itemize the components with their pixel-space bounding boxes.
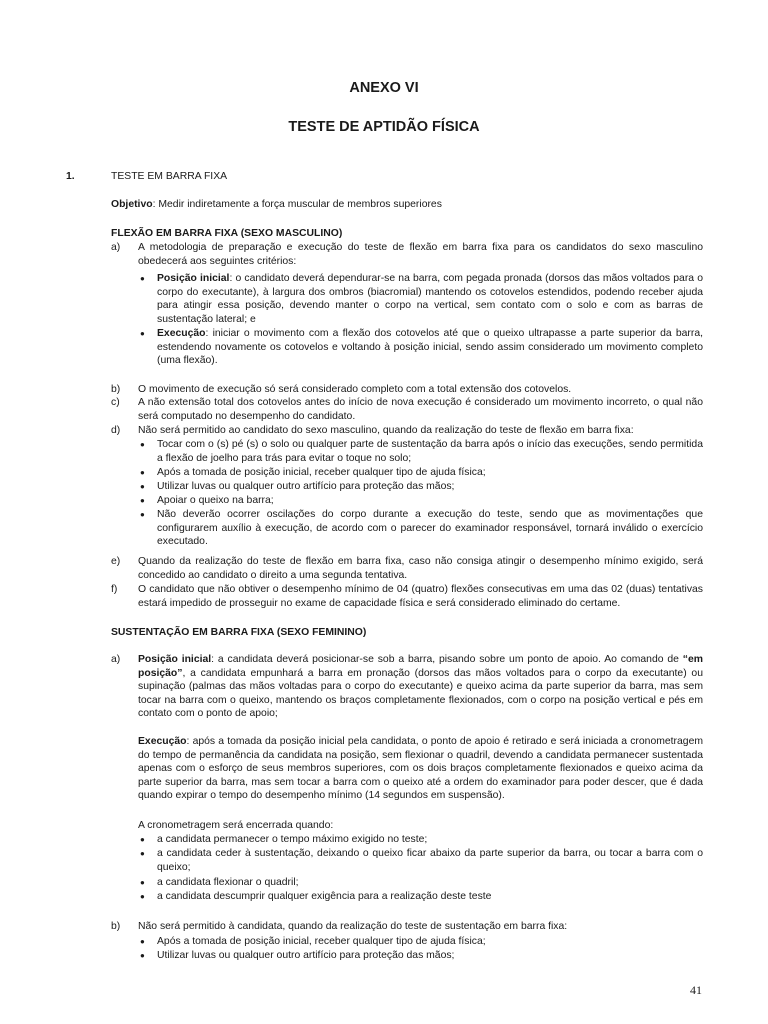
item-label: f) (111, 584, 118, 595)
bullet-text: Tocar com o (s) pé (s) o solo ou qualquer parte de sustentação da barra após o início das execuções, sendo permitida a flexão de joelho para trás para evitar o toque no solo; (157, 439, 703, 464)
item-label: d) (111, 425, 121, 436)
item-text: O movimento de execução só será considerado completo com a total extensão dos cotovelos. (138, 384, 572, 395)
command-text: “em posição” (138, 654, 703, 679)
bullet-text: a candidata descumprir qualquer exigência para a realização deste teste (157, 891, 492, 902)
bullet-text: a candidata flexionar o quadril; (157, 877, 299, 888)
page-number: 41 (690, 983, 702, 997)
objective-text: : Medir indiretamente a força muscular de membros superiores (152, 199, 442, 210)
section-number: 1. (66, 171, 75, 182)
bullet-text: Apoiar o queixo na barra; (157, 495, 274, 506)
bullet-text: a candidata permanecer o tempo máximo exigido no teste; (157, 834, 428, 845)
item-text: A metodologia de preparação e execução do teste de flexão em barra fixa para os candidatos do sexo masculino obedecerá aos seguintes critérios: (138, 242, 703, 267)
bullet-icon: ● (140, 892, 145, 901)
item-text: A não extensão total dos cotovelos antes do início de nova execução é considerado um movimento incorreto, o qual não será computado no desempenho do candidato. (138, 397, 703, 422)
item-label: e) (111, 556, 121, 567)
male-heading: FLEXÃO EM BARRA FIXA (SEXO MASCULINO) (111, 228, 343, 239)
bullet-icon: ● (140, 510, 145, 519)
bullet-icon: ● (140, 878, 145, 887)
position-text-cont: , a candidata empunhará a barra em pronação (dorsos das mãos voltados para o corpo da executante) ou supinação (palmas das mãos voltadas para o corpo do executante) e queixo acima da parte superior da barra, mas sem tocar na barra com o queixo, mantendo os braços completamente flexionados, com o corpo na posição vertical e pés em contato com o ponto de apoio; (138, 667, 703, 720)
execution-text: : após a tomada da posição inicial pela candidata, o ponto de apoio é retirado e será iniciada a cronometragem do tempo de permanência da candidata na posição, sem flexionar o quadril, devendo a candidata permanecer sustentada apenas com o esforço de seus membros superiores, com os dois braços completamente flexionados e queixo acima da parte superior da barra, mas sem tocar a barra com o queixo até a ordem do examinador para poder descer, que é dada quando expirar o tempo do desempenho mínimo (14 segundos em suspensão). (138, 736, 703, 802)
bullet-label: Execução (157, 328, 206, 339)
bullet-icon: ● (140, 835, 145, 844)
end-conditions-intro: A cronometragem será encerrada quando: (138, 820, 334, 831)
bullet-text: Após a tomada de posição inicial, receber qualquer tipo de ajuda física; (157, 467, 486, 478)
annex-title: ANEXO VI (349, 80, 419, 96)
item-label: a) (111, 242, 121, 253)
item-text: O candidato que não obtiver o desempenho mínimo de 04 (quatro) flexões consecutivas em uma das 02 (duas) tentativas estará impedido de prosseguir no exame de capacidade física e será considerado eliminado do certame. (138, 584, 703, 609)
objective-label: Objetivo (111, 199, 153, 210)
bullet-icon: ● (140, 274, 145, 283)
item-text (138, 653, 703, 721)
bullet-icon: ● (140, 849, 145, 858)
position-label: Posição inicial (138, 654, 212, 665)
bullet-text: a candidata ceder à sustentação, deixando o queixo ficar abaixo da parte superior da barra, ou tocar a barra com o queixo; (157, 848, 703, 873)
item-label: b) (111, 921, 121, 932)
bullet-icon: ● (140, 482, 145, 491)
bullet-text: Após a tomada de posição inicial, receber qualquer tipo de ajuda física; (157, 936, 486, 947)
item-label: b) (111, 384, 121, 395)
bullet-text: Utilizar luvas ou qualquer outro artifício para proteção das mãos; (157, 950, 455, 961)
position-text: : a candidata deverá posicionar-se sob a barra, pisando sobre um ponto de apoio. Ao comando de (211, 654, 683, 665)
bullet-text: : o candidato deverá dependurar-se na barra, com pegada pronada (dorsos das mãos voltados para o corpo do executante), à largura dos ombros (biacromial) mantendo os cotovelos estendidos, podendo receber ajuda para atingir essa posição, devendo manter o corpo na vertical, sem contato com o solo e com as barras de sustentação lateral; e (157, 273, 704, 325)
bullet-icon: ● (140, 951, 145, 960)
item-text: Não será permitido ao candidato do sexo masculino, quando da realização do teste de flexão em barra fixa: (138, 425, 634, 436)
objective (111, 198, 703, 212)
execution-paragraph (138, 735, 703, 803)
bullet-text: : iniciar o movimento com a flexão dos cotovelos até que o queixo ultrapasse a parte superior da barra, estendendo novamente os cotovelos e voltando à posição inicial, sendo assim considerado um movimento completo (uma flexão). (157, 328, 703, 367)
bullet-icon: ● (140, 440, 145, 449)
bullet-text: Utilizar luvas ou qualquer outro artifício para proteção das mãos; (157, 481, 455, 492)
bullet-text: Não deverão ocorrer oscilações do corpo durante a execução do teste, sendo que as movimentações que configurarem auxílio à execução, de acordo com o parecer do examinador responsável, tornará inválido o exercício executado. (157, 509, 703, 548)
bullet-icon: ● (140, 496, 145, 505)
bullet-label: Posição inicial (157, 273, 230, 284)
bullet-icon: ● (140, 329, 145, 338)
execution-label: Execução (138, 736, 187, 747)
item-text: Quando da realização do teste de flexão em barra fixa, caso não consiga atingir o desempenho mínimo exigido, será concedido ao candidato o direito a uma segunda tentativa. (138, 556, 703, 581)
item-label: a) (111, 654, 121, 665)
female-heading: SUSTENTAÇÃO EM BARRA FIXA (SEXO FEMININO) (111, 627, 367, 638)
bullet-icon: ● (140, 937, 145, 946)
item-label: c) (111, 397, 120, 408)
section-title: TESTE EM BARRA FIXA (111, 171, 228, 182)
bullet-icon: ● (140, 468, 145, 477)
test-title: TESTE DE APTIDÃO FÍSICA (288, 119, 480, 135)
item-text: Não será permitido à candidata, quando da realização do teste de sustentação em barra fixa: (138, 921, 568, 932)
